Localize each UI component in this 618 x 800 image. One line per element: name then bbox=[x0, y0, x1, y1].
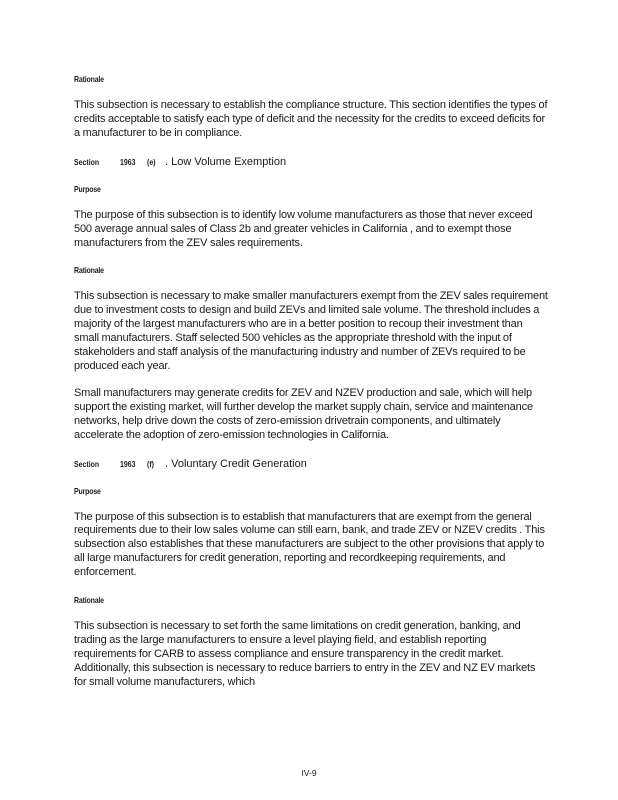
rationale-label: Rationale bbox=[74, 265, 104, 276]
rationale-paragraph: This subsection is necessary to establish the compliance structure. This section identifies the types of credits acceptable to satisfy each type of deficit and the necessity for the credits to exceed deficits for a manufacturer to be in compliance. bbox=[74, 99, 548, 139]
section-title: . Voluntary Credit Generation bbox=[165, 457, 307, 470]
section-subsection: (f) bbox=[147, 458, 154, 469]
rationale-paragraph: Small manufacturers may generate credits for ZEV and NZEV production and sale, which will help support the existing market, will further develop the market supply chain, service and maintenance networks, help drive down the costs of zero-emission drivetrain components, and ultimately accelerate the adoption of zero-emission technologies in California. bbox=[74, 386, 533, 441]
section-word: Section bbox=[74, 156, 100, 167]
section-heading-f bbox=[74, 457, 548, 471]
purpose-paragraph: The purpose of this subsection is to establish that manufacturers that are exempt from the general requirements due to their low sales volume can still earn, bank, and trade ZEV or NZEV credits . This subsection also establishes that these manufacturers are subject to the other provisions that apply to all large manufacturers for credit generation, reporting and recordkeeping requirements, and enforcement. bbox=[74, 510, 545, 579]
section-title: . Low Volume Exemption bbox=[165, 155, 287, 168]
rationale-label: Rationale bbox=[74, 74, 104, 84]
page-content bbox=[74, 73, 548, 690]
rationale-label: Rationale bbox=[74, 595, 104, 606]
section-number: 1963 bbox=[120, 156, 136, 167]
section-number: 1963 bbox=[120, 458, 136, 469]
section-subsection: (e) bbox=[147, 156, 156, 167]
purpose-label: Purpose bbox=[74, 183, 101, 194]
purpose-label: Purpose bbox=[74, 485, 101, 496]
rationale-paragraph: This subsection is necessary to make smaller manufacturers exempt from the ZEV sales requirement due to investment costs to design and build ZEVs and limited sale volume. The threshold includes a majority of the largest manufacturers who are in a better position to recoup their investment than small manufacturers. Staff selected 500 vehicles as the appropriate threshold with the input of stakeholders and staff analysis of the manufacturing industry and number of ZEVs required to be produced each year. bbox=[74, 290, 548, 372]
page-number: IV-9 bbox=[301, 768, 317, 778]
rationale-paragraph: This subsection is necessary to set forth the same limitations on credit generation, banking, and trading as the large manufacturers to ensure a level playing field, and establish reporting requirements for CARB to assess compliance and ensure transparency in the credit market. Additionally, this subsection is necessary to reduce barriers to entry in the ZEV and NZ EV markets for small volume manufacturers, which bbox=[74, 620, 536, 688]
purpose-paragraph: The purpose of this subsection is to identify low volume manufacturers as those that never exceed 500 average annual sales of Class 2b and greater vehicles in California , and to exempt those manufacturers from the ZEV sales requirements. bbox=[74, 208, 533, 249]
section-heading-e bbox=[74, 155, 548, 169]
section-word: Section bbox=[74, 458, 100, 469]
